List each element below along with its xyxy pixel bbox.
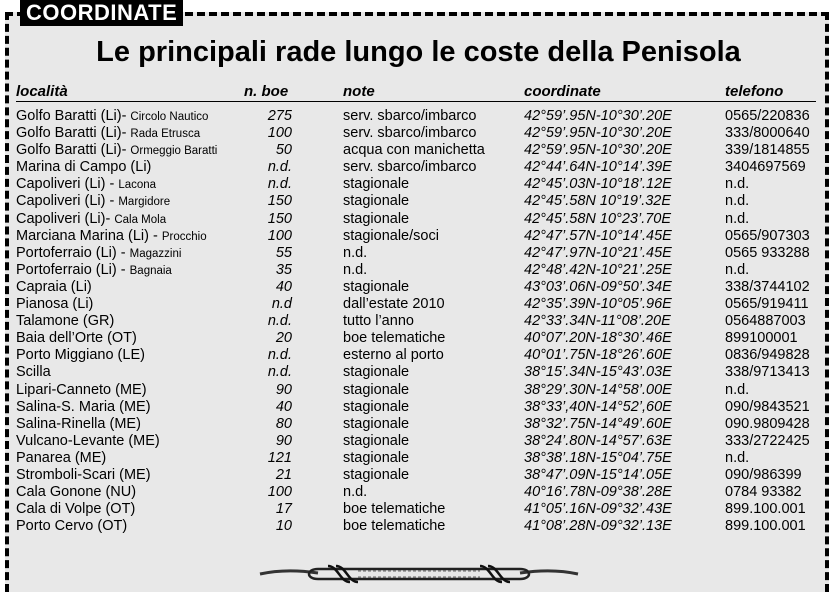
- localita-sub: Rada Etrusca: [130, 128, 201, 141]
- table-row: [0, 176, 837, 193]
- cell-coordinate: 38°29’.30N-14°58’.00E: [524, 381, 672, 398]
- table-row: [0, 193, 837, 210]
- localita-name: Stromboli-Scari (ME): [16, 466, 151, 483]
- header-telefono: telefono: [725, 83, 784, 100]
- localita-name: Portoferraio (Li) -: [16, 244, 130, 261]
- cell-telefono: n.d.: [725, 193, 750, 210]
- cell-note: n.d.: [343, 484, 368, 501]
- cell-localita: [16, 433, 160, 451]
- cell-coordinate: 38°33’,40N-14°52’,60E: [524, 398, 672, 415]
- cell-coordinate: 42°59’.95N-10°30’.20E: [524, 142, 672, 159]
- cell-coordinate: 38°47’.09N-15°14’.05E: [524, 466, 672, 483]
- localita-sub: Ormeggio Baratti: [130, 145, 218, 158]
- cell-boe: n.d.: [267, 347, 292, 364]
- cell-note: serv. sbarco/imbarco: [343, 159, 477, 176]
- cell-note: stagionale: [343, 381, 410, 398]
- table-row: [0, 518, 837, 535]
- cell-coordinate: 40°01’.75N-18°26’.60E: [524, 347, 672, 364]
- localita-name: Capoliveri (Li)-: [16, 210, 115, 227]
- cell-telefono: 0565/919411: [725, 296, 809, 313]
- cell-coordinate: 42°48’.42N-10°21’.25E: [524, 261, 672, 278]
- cell-localita: [16, 245, 181, 263]
- header-boe: n. boe: [244, 83, 289, 100]
- cell-boe: 100: [267, 125, 292, 142]
- cell-note: stagionale/soci: [343, 227, 439, 244]
- cell-telefono: 338/3744102: [725, 278, 810, 295]
- rope-knot-icon: [258, 561, 580, 587]
- cell-telefono: n.d.: [725, 261, 750, 278]
- cell-localita: [16, 211, 166, 229]
- cell-boe: 40: [275, 278, 292, 295]
- cell-localita: [16, 382, 147, 400]
- cell-coordinate: 38°38’.18N-15°04’.75E: [524, 449, 672, 466]
- table-row: [0, 467, 837, 484]
- header-note: note: [343, 83, 375, 100]
- cell-boe: n.d: [271, 296, 292, 313]
- table-row: [0, 347, 837, 364]
- cell-localita: [16, 142, 217, 160]
- cell-boe: 20: [275, 330, 292, 347]
- cell-note: stagionale: [343, 466, 410, 483]
- cell-note: serv. sbarco/imbarco: [343, 108, 477, 124]
- cell-boe: 21: [275, 466, 292, 483]
- header-divider: [16, 101, 816, 102]
- localita-sub: Magazzini: [129, 247, 182, 260]
- cell-coordinate: 42°45’.58N 10°19’.32E: [524, 193, 672, 210]
- cell-telefono: 899.100.001: [725, 518, 806, 535]
- cell-localita: [16, 450, 106, 468]
- cell-note: stagionale: [343, 364, 410, 381]
- cell-coordinate: 40°07’.20N-18°30’.46E: [524, 330, 672, 347]
- cell-localita: [16, 347, 145, 365]
- cell-note: stagionale: [343, 432, 410, 449]
- cell-coordinate: 42°47’.97N-10°21’.45E: [524, 244, 672, 261]
- cell-boe: 17: [275, 501, 292, 518]
- cell-coordinate: 38°24’.80N-14°57’.63E: [524, 432, 672, 449]
- cell-note: stagionale: [343, 176, 410, 193]
- localita-name: Cala Gonone (NU): [16, 484, 137, 501]
- table-row: [0, 399, 837, 416]
- cell-localita: [16, 501, 135, 519]
- table-row: [0, 211, 837, 228]
- cell-boe: 10: [275, 518, 292, 535]
- header-localita: località: [16, 83, 68, 100]
- localita-name: Pianosa (Li): [16, 296, 94, 313]
- cell-localita: [16, 193, 170, 211]
- table-row: [0, 484, 837, 501]
- cell-coordinate: 42°33’.34N-11°08’.20E: [524, 313, 671, 330]
- table-row: [0, 279, 837, 296]
- table-row: [0, 364, 837, 381]
- localita-name: Porto Cervo (OT): [16, 518, 128, 535]
- table-row: [0, 228, 837, 245]
- table-row: [0, 330, 837, 347]
- cell-boe: 50: [275, 142, 292, 159]
- localita-name: Capraia (Li): [16, 278, 92, 295]
- cell-note: stagionale: [343, 278, 410, 295]
- cell-coordinate: 38°15’.34N-15°43’.03E: [524, 364, 672, 381]
- cell-boe: n.d.: [267, 313, 292, 330]
- localita-name: Capoliveri (Li) -: [16, 193, 119, 210]
- localita-sub: Cala Mola: [114, 213, 167, 226]
- cell-note: tutto l’anno: [343, 313, 414, 330]
- cell-localita: [16, 518, 127, 536]
- cell-coordinate: 41°05’.16N-09°32’.43E: [524, 501, 672, 518]
- table-row: [0, 313, 837, 330]
- cell-coordinate: 42°47’.57N-10°14’.45E: [524, 227, 672, 244]
- cell-boe: 150: [267, 210, 292, 227]
- localita-name: Capoliveri (Li) -: [16, 176, 119, 193]
- cell-telefono: n.d.: [725, 210, 750, 227]
- cell-localita: [16, 484, 136, 502]
- cell-localita: [16, 399, 151, 417]
- table-row: [0, 433, 837, 450]
- cell-telefono: 3404697569: [725, 159, 806, 176]
- table-row: [0, 416, 837, 433]
- localita-name: Scilla: [16, 364, 51, 381]
- cell-localita: [16, 159, 151, 177]
- localita-name: Panarea (ME): [16, 449, 107, 466]
- cell-coordinate: 42°45’.03N-10°18’.12E: [524, 176, 672, 193]
- cell-boe: 121: [267, 449, 292, 466]
- cell-telefono: n.d.: [725, 381, 750, 398]
- cell-boe: 90: [275, 432, 292, 449]
- table-row: [0, 125, 837, 142]
- cell-telefono: 0565/907303: [725, 227, 810, 244]
- cell-coordinate: 42°59’.95N-10°30’.20E: [524, 108, 672, 124]
- cell-telefono: 0784 93382: [725, 484, 802, 501]
- localita-name: Marciana Marina (Li) -: [16, 227, 162, 244]
- cell-note: n.d.: [343, 261, 368, 278]
- cell-telefono: 333/8000640: [725, 125, 810, 142]
- cell-note: boe telematiche: [343, 501, 446, 518]
- table-row: [0, 245, 837, 262]
- localita-name: Talamone (GR): [16, 313, 115, 330]
- localita-name: Lipari-Canneto (ME): [16, 381, 147, 398]
- cell-telefono: 333/2722425: [725, 432, 810, 449]
- localita-sub: Circolo Nautico: [130, 111, 209, 123]
- table-row: [0, 159, 837, 176]
- cell-coordinate: 43°03’.06N-09°50’.34E: [524, 278, 672, 295]
- cell-coordinate: 40°16’.78N-09°38’.28E: [524, 484, 672, 501]
- cell-localita: [16, 364, 51, 382]
- cell-localita: [16, 108, 208, 126]
- cell-telefono: 0565 933288: [725, 244, 810, 261]
- cell-coordinate: 42°44’.64N-10°14’.39E: [524, 159, 672, 176]
- cell-localita: [16, 176, 156, 194]
- cell-note: serv. sbarco/imbarco: [343, 125, 477, 142]
- cell-localita: [16, 279, 92, 297]
- table-row: [0, 450, 837, 467]
- table-row: [0, 108, 837, 125]
- section-tag: COORDINATE: [20, 0, 183, 26]
- localita-name: Salina-Rinella (ME): [16, 415, 141, 432]
- cell-boe: 80: [275, 415, 292, 432]
- cell-localita: [16, 262, 172, 280]
- cell-localita: [16, 313, 114, 331]
- cell-note: dall’estate 2010: [343, 296, 445, 313]
- cell-telefono: 090/986399: [725, 466, 802, 483]
- page-title: Le principali rade lungo le coste della Penisola: [96, 36, 741, 68]
- cell-localita: [16, 125, 200, 143]
- cell-note: stagionale: [343, 193, 410, 210]
- localita-name: Baia dell’Orte (OT): [16, 330, 137, 347]
- cell-telefono: 899100001: [725, 330, 798, 347]
- cell-telefono: 0836/949828: [725, 347, 810, 364]
- localita-name: Golfo Baratti (Li)-: [16, 125, 131, 142]
- table-row: [0, 382, 837, 399]
- cell-coordinate: 42°59’.95N-10°30’.20E: [524, 125, 672, 142]
- localita-name: Cala di Volpe (OT): [16, 501, 136, 518]
- cell-note: n.d.: [343, 244, 368, 261]
- cell-telefono: 090.9809428: [725, 415, 810, 432]
- cell-localita: [16, 296, 93, 314]
- cell-note: stagionale: [343, 398, 410, 415]
- localita-sub: Lacona: [118, 179, 157, 192]
- cell-coordinate: 42°35’.39N-10°05’.96E: [524, 296, 672, 313]
- localita-sub: Bagnaia: [129, 264, 172, 277]
- cell-boe: 35: [275, 261, 292, 278]
- cell-telefono: 339/1814855: [725, 142, 810, 159]
- cell-localita: [16, 416, 141, 434]
- cell-boe: n.d.: [267, 364, 292, 381]
- cell-boe: 40: [275, 398, 292, 415]
- cell-boe: 100: [267, 227, 292, 244]
- table-body: [0, 108, 837, 535]
- cell-boe: 100: [267, 484, 292, 501]
- cell-telefono: 338/9713413: [725, 364, 810, 381]
- cell-telefono: 899.100.001: [725, 501, 806, 518]
- cell-note: stagionale: [343, 210, 410, 227]
- localita-sub: Margidore: [118, 196, 171, 209]
- cell-localita: [16, 330, 137, 348]
- cell-boe: 275: [267, 108, 292, 124]
- table-row: [0, 501, 837, 518]
- localita-name: Salina-S. Maria (ME): [16, 398, 151, 415]
- cell-telefono: 0564887003: [725, 313, 806, 330]
- table-row: [0, 262, 837, 279]
- cell-localita: [16, 228, 207, 246]
- localita-name: Vulcano-Levante (ME): [16, 432, 160, 449]
- cell-note: esterno al porto: [343, 347, 444, 364]
- cell-coordinate: 42°45’.58N 10°23’.70E: [524, 210, 672, 227]
- localita-name: Porto Miggiano (LE): [16, 347, 145, 364]
- cell-coordinate: 41°08’.28N-09°32’.13E: [524, 518, 672, 535]
- cell-telefono: n.d.: [725, 176, 750, 193]
- cell-note: boe telematiche: [343, 330, 446, 347]
- cell-boe: 90: [275, 381, 292, 398]
- cell-boe: n.d.: [267, 159, 292, 176]
- localita-name: Golfo Baratti (Li)-: [16, 108, 131, 124]
- cell-localita: [16, 467, 151, 485]
- localita-sub: Procchio: [161, 230, 207, 243]
- cell-boe: 150: [267, 193, 292, 210]
- cell-telefono: 0565/220836: [725, 108, 810, 124]
- cell-telefono: n.d.: [725, 449, 750, 466]
- table-row: [0, 142, 837, 159]
- cell-note: stagionale: [343, 449, 410, 466]
- localita-name: Marina di Campo (Li): [16, 159, 152, 176]
- cell-telefono: 090/9843521: [725, 398, 810, 415]
- cell-boe: 55: [275, 244, 292, 261]
- cell-note: boe telematiche: [343, 518, 446, 535]
- cell-coordinate: 38°32’.75N-14°49’.60E: [524, 415, 672, 432]
- localita-name: Golfo Baratti (Li)-: [16, 142, 131, 159]
- cell-boe: n.d.: [267, 176, 292, 193]
- table-row: [0, 296, 837, 313]
- cell-note: stagionale: [343, 415, 410, 432]
- localita-name: Portoferraio (Li) -: [16, 261, 130, 278]
- header-coordinate: coordinate: [524, 83, 601, 100]
- cell-note: acqua con manichetta: [343, 142, 485, 159]
